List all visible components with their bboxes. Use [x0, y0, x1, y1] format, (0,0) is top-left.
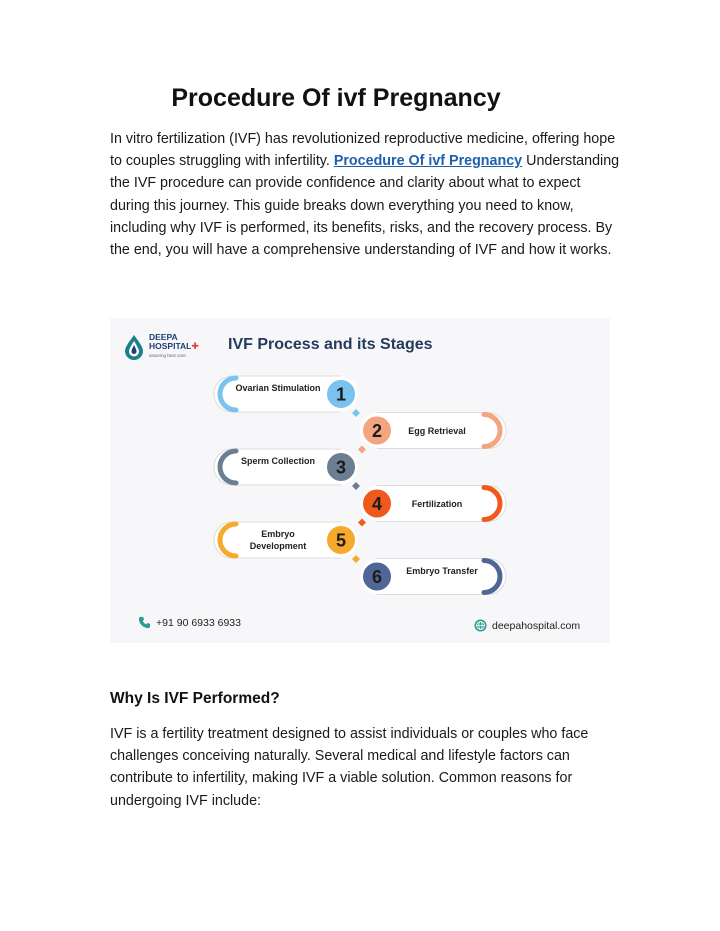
stage-connector: [358, 446, 366, 454]
plus-icon: ✚: [191, 341, 199, 351]
intro-paragraph: [110, 128, 620, 261]
infographic-title: IVF Process and its Stages: [228, 336, 433, 353]
website-url: deepahospital.com: [492, 619, 581, 632]
stage-connector: [352, 482, 360, 490]
intro-text-after: Understanding the IVF procedure can provide confidence and clarity about what to expect during this journey. This guide breaks down everything you need to know, including why IVF is performed, its benefits, risks, and the recovery process. By the end, you will have a comprehensive understanding of IVF and how it works.: [110, 153, 620, 259]
logo-hospital-word: HOSPITAL: [149, 341, 192, 351]
phone-icon: [138, 616, 151, 629]
stage-connector: [358, 519, 366, 527]
stage-5-label: Embryo Development: [249, 529, 307, 551]
logo-tagline: assuring best care: [149, 353, 186, 358]
logo-line1: DEEPA: [149, 332, 178, 342]
stage-3-label: Sperm Collection: [240, 456, 315, 466]
stage-6-number: 6: [371, 567, 383, 587]
procedure-link[interactable]: Procedure Of ivf Pregnancy: [333, 153, 523, 170]
phone-contact[interactable]: [138, 616, 241, 629]
stage-connector: [352, 409, 360, 417]
stage-1-label: Ovarian Stimulation: [235, 383, 321, 393]
page-title: Procedure Of ivf Pregnancy: [171, 84, 501, 112]
stage-2-number: 2: [371, 421, 383, 441]
stage-5-number: 5: [335, 530, 347, 551]
stage-1-number: 1: [335, 384, 347, 405]
intro-text-before: In vitro fertilization (IVF) has revolutionized reproductive medicine, offering hope to couples struggling with infertility.: [110, 131, 616, 170]
phone-number: +91 90 6933 6933: [156, 616, 241, 629]
ivf-infographic: [110, 318, 610, 643]
section-heading: Why Is IVF Performed?: [110, 690, 280, 707]
stage-4-number: 4: [371, 494, 383, 514]
stages-diagram: [110, 318, 610, 643]
website-contact[interactable]: [474, 619, 580, 632]
section-body: IVF is a fertility treatment designed to assist individuals or couples who face challenges conceiving naturally. Several medical and lifestyle factors can contribute to infertility, making IVF a viable solution. Common reasons for undergoing IVF include:: [110, 726, 589, 809]
globe-icon: [474, 619, 487, 632]
stage-2-label: Egg Retrieval: [408, 425, 466, 436]
stage-connector: [352, 555, 360, 563]
stage-6-label: Embryo Transfer: [406, 565, 478, 576]
stage-3-number: 3: [335, 457, 347, 478]
stage-4-label: Fertilization: [411, 498, 463, 509]
